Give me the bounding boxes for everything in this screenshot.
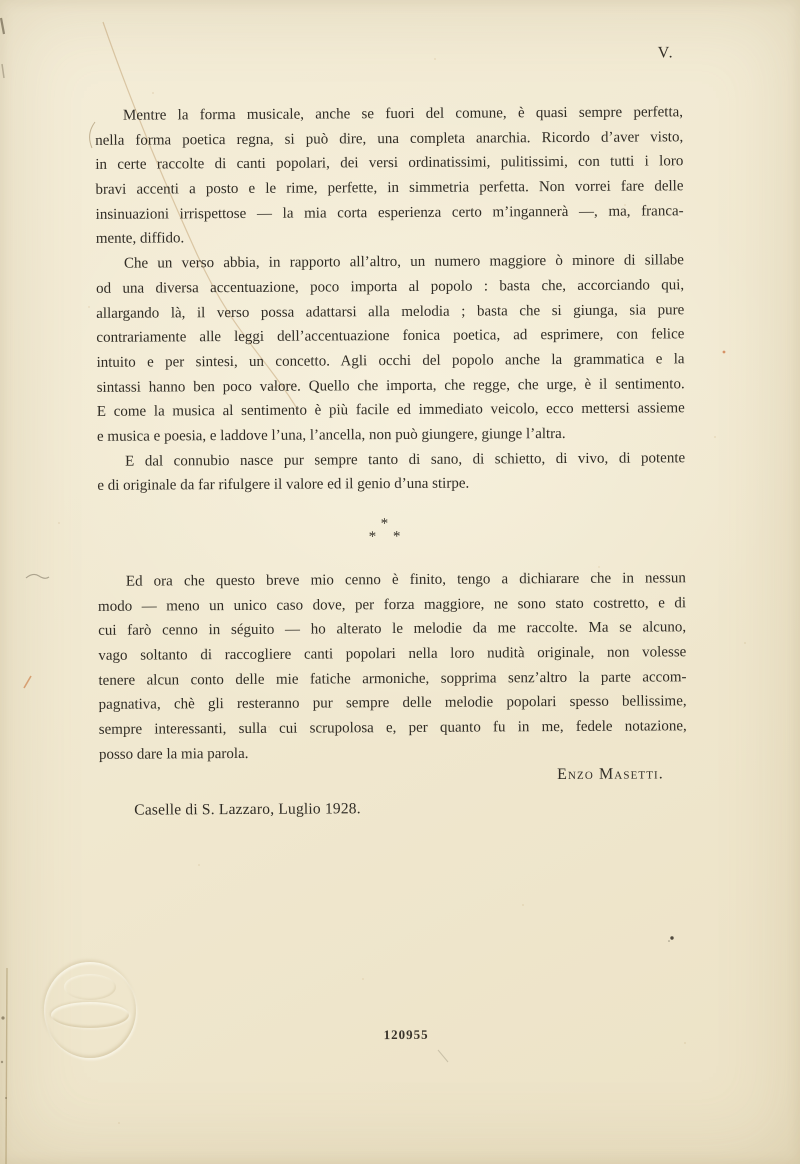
text-line: posso dare la mia parola.	[98, 745, 249, 763]
asterisk-top: *	[380, 516, 389, 533]
paragraph-4	[98, 566, 687, 767]
text-line: pagnativa, chè gli resteranno pur sempre delle melodie popolari spesso bellissime,	[98, 693, 687, 714]
text-line: bravi accenti a posto e le rime, perfette, in simmetria perfetta. Non vorrei fare delle	[95, 178, 684, 198]
text-line: e di originale da far rifulgere il valore ed il genio d’una stirpe.	[97, 475, 470, 495]
text-line: sempre interessanti, sulla cui scrupolosa e, per quanto fu in me, fedele notazione,	[98, 718, 687, 738]
text-line: vago soltanto di raccogliere canti popolari nella loro nudità originale, non volesse	[98, 644, 687, 664]
text-line: Che un verso abbia, in rapporto all’altro, un numero maggiore ò minore di sillabe	[123, 252, 684, 272]
text-line: modo — meno un unico caso dove, per forza maggiore, ne sono stato costretto, e di	[97, 594, 687, 615]
text-line: cui farò cenno in séguito — ho alterato le melodie da me raccolte. Ma se alcuno,	[98, 619, 687, 640]
text-line: in certe raccolte di canti popolari, dei versi ordinatissimi, pulitissimi, con tutti i loro	[95, 153, 684, 174]
text-line: Ed ora che questo breve mio cenno è finito, tengo a dichiarare che in nessun	[125, 570, 686, 590]
paragraph-2	[96, 248, 685, 449]
plate-number: 120955	[383, 1026, 429, 1043]
asterisk-separator	[343, 518, 427, 545]
text-line: contrariamente alle leggi dell’accentuazione fonica poetica, ad esprimere, con felice	[96, 326, 685, 347]
text-line: e musica e poesia, e laddove l’una, l’ancella, non può giungere, giunge l’altra.	[96, 425, 566, 445]
asterisk-pair: * *	[368, 528, 401, 546]
paragraph-3	[97, 446, 685, 499]
text-line: intuito e per sintesi, un concetto. Agli occhi del popolo anche la grammatica e la	[96, 351, 685, 371]
text-line: allargando là, il verso possa adattarsi alla melodia ; basta che si giunga, sia pure	[96, 301, 685, 322]
text-line: E come la musica al sentimento è più facile ed immediato veicolo, ecco mettersi assieme	[96, 400, 685, 421]
text-line: E dal connubio nasce pur sempre tanto di sano, di schietto, di vivo, di potente	[125, 449, 686, 470]
place-dateline: Caselle di S. Lazzaro, Luglio 1928.	[134, 800, 361, 819]
text-line: sintassi hanno ben poco valore. Quello che importa, che regge, che urge, è il sentimento.	[96, 375, 685, 396]
text-line: insinuazioni irrispettose — la mia corta esperienza certo m’ingannerà —, ma, franca-	[95, 203, 684, 223]
closing-text-block	[98, 566, 687, 767]
text-line: nella forma poetica regna, si può dire, una completa anarchia. Ricordo d’aver visto,	[95, 128, 684, 149]
text-line: od una diversa accentuazione, poco importa al popolo : basta che, accorciando qui,	[96, 277, 685, 297]
author-signature: Enzo Masetti.	[557, 765, 664, 784]
paragraph-1	[95, 100, 684, 252]
text-line: mente, diffido.	[95, 230, 185, 248]
main-text-block	[95, 100, 685, 499]
text-line: Mentre la forma musicale, anche se fuori del comune, è quasi sempre perfetta,	[122, 104, 684, 124]
text-line: tenere alcun conto delle mie fatiche armoniche, sopprima senz’altro la parte accom-	[98, 669, 687, 689]
page-number: V.	[657, 44, 675, 62]
